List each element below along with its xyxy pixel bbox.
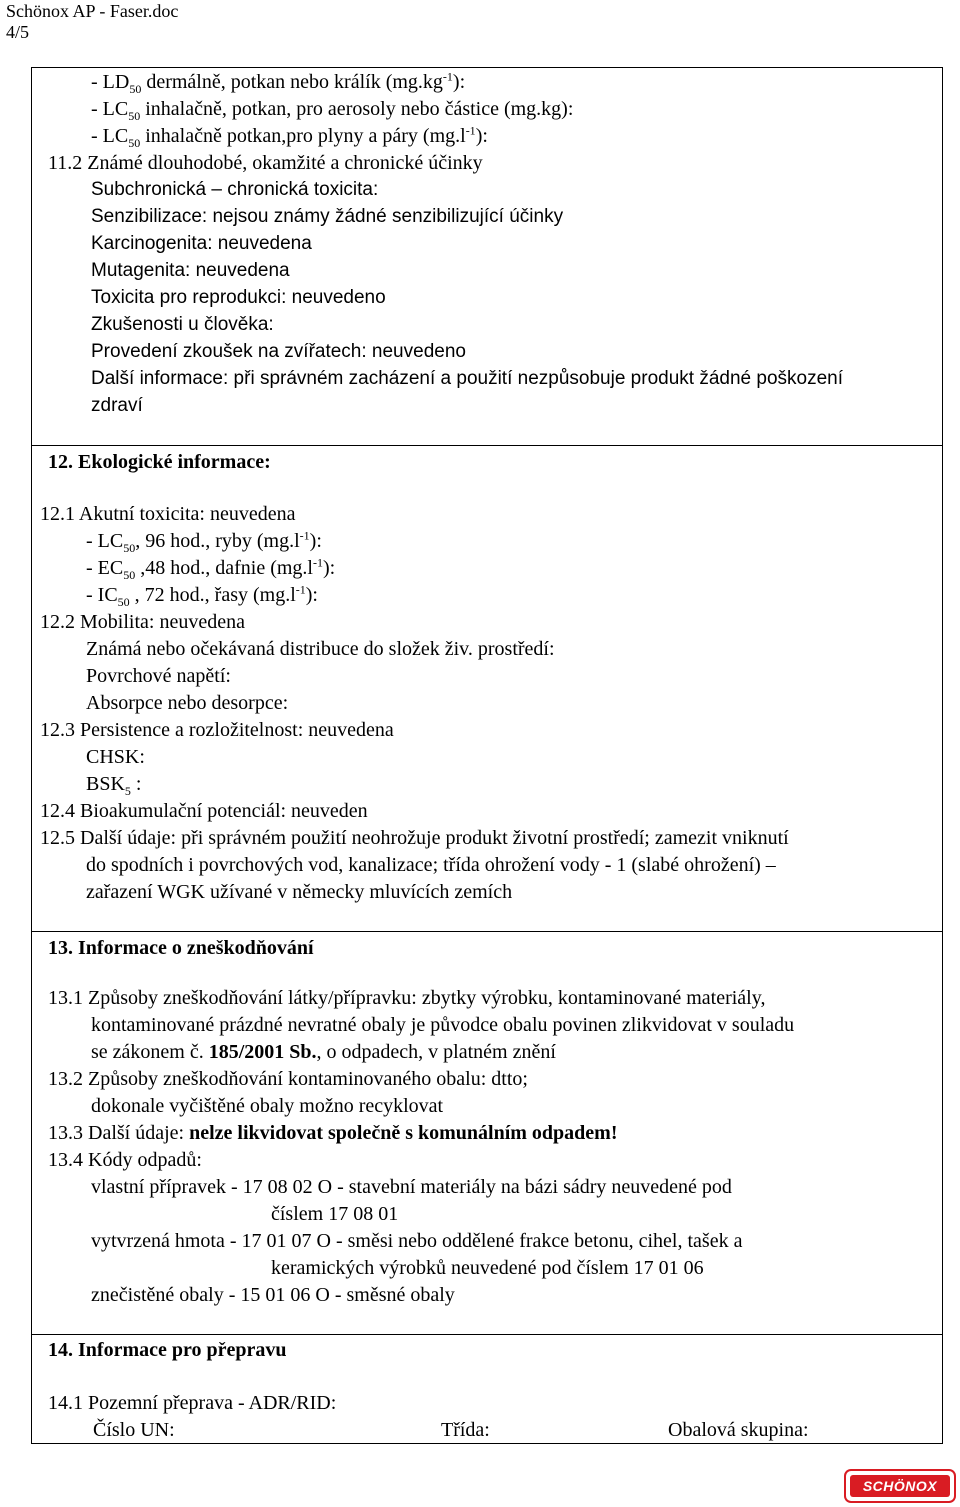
- subsection-14-1: 14.1 Pozemní přeprava - ADR/RID:: [48, 1392, 337, 1414]
- line-waste-packaging: znečistěné obaly - 15 01 06 O - směsné obaly: [91, 1284, 455, 1306]
- line-waste-own-product: vlastní přípravek - 17 08 02 O - stavební materiály na bázi sádry neuvedené pod: [91, 1176, 732, 1198]
- line-ec50-daphnia: - $EC_{50}$ ,48 hod., dafnie $(mg.l^{-1})$:: [86, 555, 336, 582]
- subsection-13-4: 13.4 Kódy odpadů:: [48, 1149, 202, 1171]
- doc-header-title: Schönox AP - Faser.doc: [6, 1, 179, 21]
- subsection-11-2: 11.2 Známé dlouhodobé, okamžité a chronické účinky: [48, 152, 483, 174]
- line-lc50-aerosol: - $LC_{50}$ inhalačně, potkan, pro aerosoly nebo částice (mg.kg):: [91, 98, 574, 123]
- line-lc50-gas: - $LC_{50}$ inhalačně potkan,pro plyny a páry $(mg.l^{-1})$:: [91, 123, 488, 150]
- line-ld50-dermal: - $LD_{50}$ dermálně, potkan nebo králík $(mg.kg^{-1})$:: [91, 69, 466, 96]
- line-other-info: Další informace: při správném zacházení a použití nezpůsobuje produkt žádné poškození: [91, 368, 843, 389]
- line-surface-tension: Povrchové napětí:: [86, 665, 231, 687]
- line-12-5-cont-2: zařazení WGK užívané v německy mluvících zemích: [86, 881, 513, 903]
- line-carcinogenicity: Karcinogenita: neuvedena: [91, 233, 312, 254]
- subsection-13-1: 13.1 Způsoby zneškodňování látky/přípravku: zbytky výrobku, kontaminované materiály,: [48, 987, 766, 1009]
- line-human-experience: Zkušenosti u člověka:: [91, 314, 274, 335]
- label-class: Třída:: [441, 1419, 490, 1441]
- line-bsk5: $BSK_5$ :: [86, 773, 142, 798]
- subsection-12-5: 12.5 Další údaje: při správném použití neohrožuje produkt životní prostředí; zamezit vniknutí: [40, 827, 789, 849]
- subsection-13-3: 13.3 Další údaje: nelze likvidovat společně s komunálním odpadem!: [48, 1122, 618, 1144]
- line-waste-cured-mass: vytvrzená hmota - 17 01 07 O - směsi nebo oddělené frakce betonu, cihel, tašek a: [91, 1230, 743, 1252]
- subsection-12-1: 12.1 Akutní toxicita: neuvedena: [40, 503, 296, 525]
- line-ic50-algae: - $IC_{50}$ , 72 hod., řasy $(mg.l^{-1})$:: [86, 582, 318, 609]
- line-12-5-cont-1: do spodních i povrchových vod, kanalizace; třída ohrožení vody - 1 (slabé ohrožení) –: [86, 854, 776, 876]
- line-sensitization: Senzibilizace: nejsou známy žádné senzibilizující účinky: [91, 206, 564, 227]
- line-waste-cured-mass-cont: keramických výrobků neuvedené pod číslem 17 01 06: [271, 1257, 704, 1279]
- subsection-13-2: 13.2 Způsoby zneškodňování kontaminovaného obalu: dtto;: [48, 1068, 528, 1090]
- section-14-title: 14. Informace pro přepravu: [48, 1339, 287, 1361]
- section-12-title: 12. Ekologické informace:: [48, 451, 271, 473]
- line-13-1-cont-1: kontaminované prázdné nevratné obaly je původce obalu povinen zlikvidovat v souladu: [91, 1014, 795, 1036]
- page-number: 4/5: [6, 22, 30, 42]
- schonox-logo: SCHÖNOX: [846, 1471, 954, 1501]
- line-mutagenicity: Mutagenita: neuvedena: [91, 260, 290, 281]
- line-chsk: CHSK:: [86, 746, 145, 768]
- line-13-2-cont: dokonale vyčištěné obaly možno recyklovat: [91, 1095, 444, 1117]
- line-subchronic: Subchronická – chronická toxicita:: [91, 179, 379, 200]
- line-animal-tests: Provedení zkoušek na zvířatech: neuvedeno: [91, 341, 466, 362]
- subsection-12-2: 12.2 Mobilita: neuvedena: [40, 611, 245, 633]
- label-packing-group: Obalová skupina:: [668, 1419, 809, 1441]
- line-other-info-cont: zdraví: [91, 395, 143, 416]
- label-un-number: Číslo UN:: [93, 1419, 175, 1441]
- line-waste-own-product-cont: číslem 17 08 01: [271, 1203, 399, 1225]
- subsection-12-4: 12.4 Bioakumulační potenciál: neuveden: [40, 800, 368, 822]
- subsection-12-3: 12.3 Persistence a rozložitelnost: neuvedena: [40, 719, 394, 741]
- line-reproduction: Toxicita pro reprodukci: neuvedeno: [91, 287, 386, 308]
- line-absorption: Absorpce nebo desorpce:: [86, 692, 289, 714]
- section-13-title: 13. Informace o zneškodňování: [48, 937, 314, 959]
- line-distribution: Známá nebo očekávaná distribuce do složek živ. prostředí:: [86, 638, 555, 660]
- line-lc50-fish: - $LC_{50}$, 96 hod., ryby $(mg.l^{-1})$:: [86, 528, 322, 555]
- line-13-1-cont-2: se zákonem č. 185/2001 Sb., o odpadech, v platném znění: [91, 1041, 556, 1063]
